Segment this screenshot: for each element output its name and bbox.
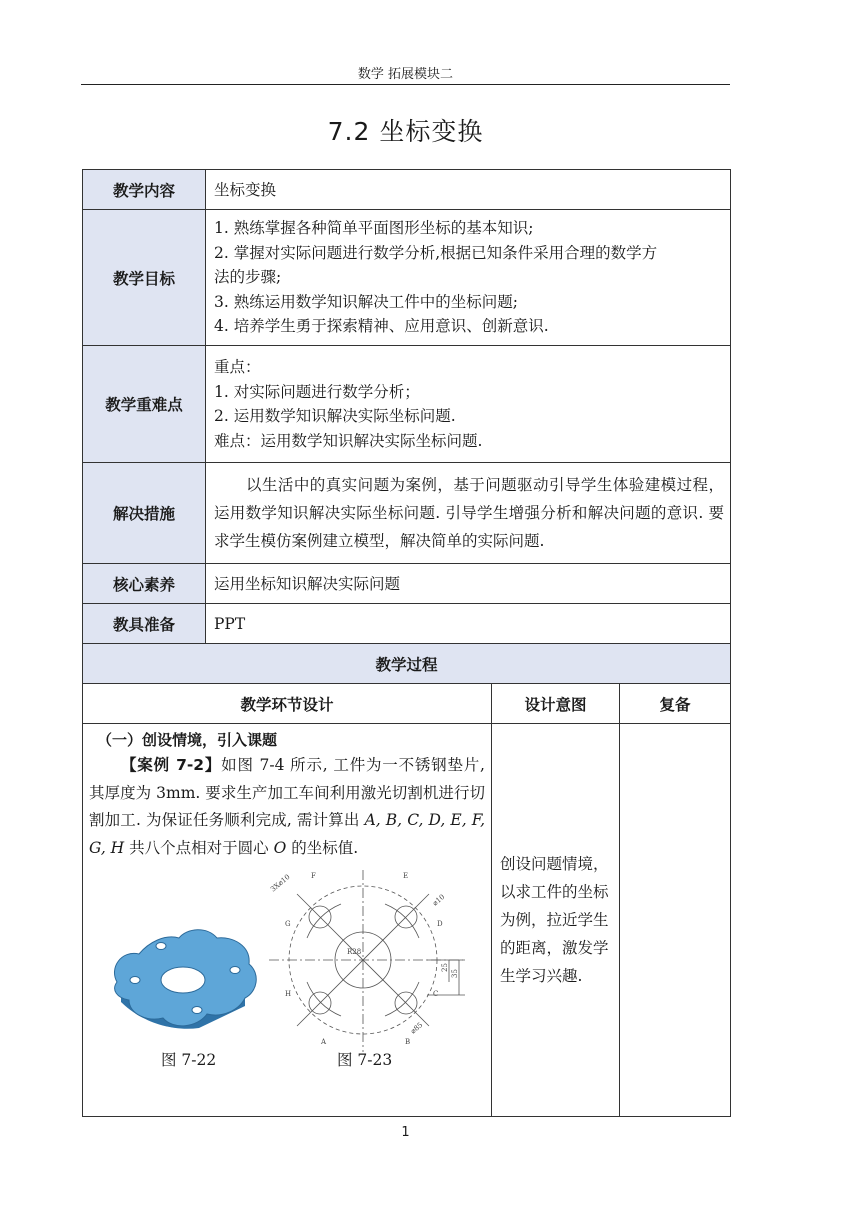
value-tools: PPT [206, 604, 731, 644]
washer-3d-figure [99, 924, 267, 1044]
value-measures: 以生活中的真实问题为案例，基于问题驱动引导学生体验建模过程，运用数学知识解决实际坐标问题. 引导学生增强分析和解决问题的意识. 要求学生模仿案例建立模型，解决简单的实际问题. [206, 463, 731, 564]
goal-line: 2. 掌握对实际问题进行数学分析,根据已知条件采用合理的数学方 [214, 243, 658, 262]
case-center: O [273, 838, 287, 857]
page-header: 数学 拓展模块二 [357, 67, 454, 82]
row-tools [83, 604, 731, 644]
prep-cell [620, 724, 731, 1117]
row-keypoints [83, 346, 731, 463]
label-a: A [321, 1038, 327, 1046]
header-rule [81, 84, 730, 85]
goal-line: 4. 培养学生勇于探索精神、应用意识、创新意识. [214, 317, 549, 336]
label-c: C [433, 990, 439, 998]
row-goals [83, 210, 731, 346]
keypoint-line: 2. 运用数学知识解决实际坐标问题. [214, 407, 456, 425]
goal-line: 法的步骤; [214, 268, 282, 287]
label-goals: 教学目标 [83, 210, 206, 346]
col-design: 教学环节设计 [83, 684, 492, 724]
label-dim1: 25 [441, 963, 449, 972]
process-title: 教学过程 [83, 644, 731, 684]
label-measures: 解决措施 [83, 463, 206, 564]
case-paragraph [89, 752, 485, 862]
label-b: B [405, 1038, 411, 1046]
design-cell [83, 724, 492, 1117]
label-d: D [437, 920, 443, 928]
row-core [83, 564, 731, 604]
goal-line: 3. 熟练运用数学知识解决工件中的坐标问题; [214, 292, 518, 311]
section-title: （一）创设情境，引入课题 [97, 731, 278, 749]
row-measures [83, 463, 731, 564]
lesson-plan-table [82, 169, 731, 1117]
intent-cell: 创设问题情境，以求工件的坐标为例，拉近学生的距离，激发学生学习兴趣. [492, 724, 620, 1117]
row-process-step [83, 724, 731, 1117]
col-intent: 设计意图 [492, 684, 620, 724]
keypoint-line: 1. 对实际问题进行数学分析； [214, 382, 420, 401]
case-text: 共八个点相对于圆心 [124, 838, 274, 857]
lesson-title: 7.2 坐标变换 [327, 117, 484, 146]
row-process-title [83, 644, 731, 684]
label-tools: 教具准备 [83, 604, 206, 644]
keypoint-line: 重点： [214, 358, 261, 376]
label-f: F [311, 872, 316, 880]
label-holes: 3X⌀10 [269, 872, 292, 894]
case-points: A, B, C, D, E, F, G, H [89, 811, 485, 857]
value-keypoints [206, 346, 731, 463]
case-text: 的坐标值. [286, 838, 359, 857]
page-number: 1 [401, 1125, 410, 1140]
row-process-columns [83, 684, 731, 724]
label-keypoints: 教学重难点 [83, 346, 206, 463]
case-label: 【案例 7-2】 [121, 756, 222, 774]
label-e: E [403, 872, 409, 880]
case-text: 如图 7-4 所示, 工件为一不锈钢垫片, 其厚度为 3mm. 要求生产加工车间利用激光切割机进行切割加工. 为保证任务顺利完成, 需计算出 [89, 756, 485, 829]
washer-drawing-figure [267, 866, 489, 1066]
goal-line: 1. 熟练掌握各种简单平面图形坐标的基本知识; [214, 219, 534, 238]
row-content [83, 170, 731, 210]
label-r: R28 [347, 948, 362, 956]
label-h: H [285, 990, 292, 998]
figures [89, 862, 485, 1072]
value-content: 坐标变换 [206, 170, 731, 210]
value-core: 运用坐标知识解决实际问题 [206, 564, 731, 604]
label-content: 教学内容 [83, 170, 206, 210]
col-prep: 复备 [620, 684, 731, 724]
figure-caption-1: 图 7-22 [161, 1051, 217, 1069]
label-g: G [285, 920, 291, 928]
label-core: 核心素养 [83, 564, 206, 604]
value-goals [206, 210, 731, 346]
label-dim2: 35 [451, 969, 459, 978]
figure-caption-2: 图 7-23 [337, 1051, 393, 1069]
keypoint-line: 难点：运用数学知识解决实际坐标问题. [214, 431, 483, 450]
label-outer: ⌀85 [409, 1020, 425, 1036]
label-small: ⌀10 [431, 892, 447, 908]
